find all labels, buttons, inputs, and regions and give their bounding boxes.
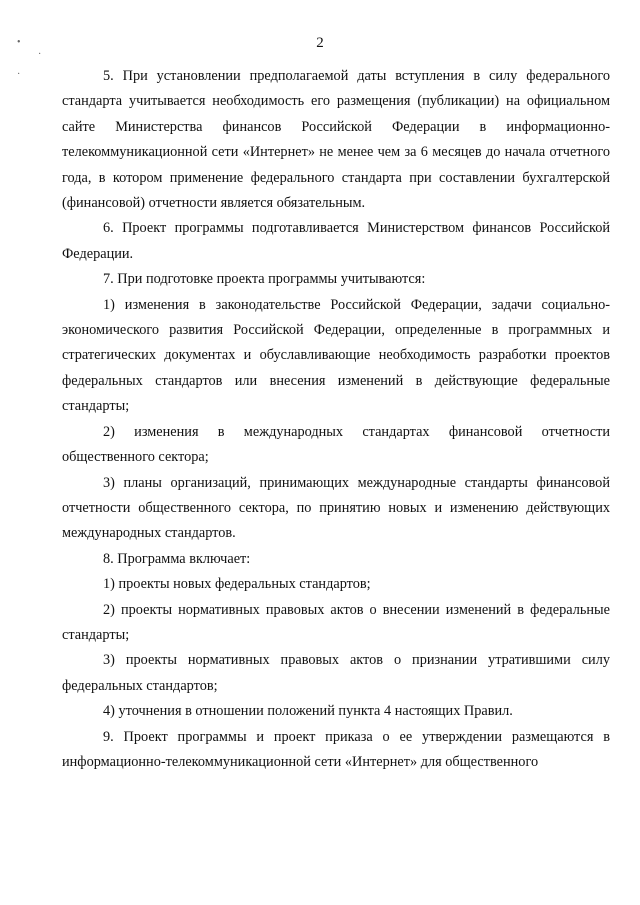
scan-mark: · bbox=[38, 49, 42, 60]
paragraph-7-item-3: 3) планы организаций, принимающих международные стандарты финансовой отчетности общественного сектора, по принятию новых и изменению действующих международных стандартов. bbox=[62, 474, 610, 542]
paragraph-7-item-1: 1) изменения в законодательстве Российской Федерации, задачи социально-экономического развития Российской Федерации, определенные в программных и стратегических документах и обуславливающие необходимость разработки проектов федеральных стандартов или внесения изменений в действующие федеральные стандарты; bbox=[62, 296, 610, 415]
paragraph-6: 6. Проект программы подготавливается Министерством финансов Российской Федерации. bbox=[62, 220, 610, 262]
document-body bbox=[62, 64, 610, 775]
scan-mark: • bbox=[17, 37, 21, 48]
paragraph-8: 8. Программа включает: bbox=[103, 550, 251, 567]
page-number: 2 bbox=[316, 35, 324, 51]
paragraph-7-item-2: 2) изменения в международных стандартах финансовой отчетности общественного сектора; bbox=[62, 423, 610, 466]
paragraph-8-item-3: 3) проекты нормативных правовых актов о признании утратившими силу федеральных стандартов; bbox=[62, 652, 610, 694]
paragraph-8-item-4: 4) уточнения в отношении положений пункта 4 настоящих Правил. bbox=[103, 703, 513, 720]
paragraph-7: 7. При подготовке проекта программы учитываются: bbox=[103, 271, 426, 288]
paragraph-8-item-2: 2) проекты нормативных правовых актов о внесении изменений в федеральные стандарты; bbox=[62, 601, 610, 643]
paragraph-5: 5. При установлении предполагаемой даты вступления в силу федерального стандарта учитывается необходимость его размещения (публикации) на официальном сайте Министерства финансов Российской Федерации в информационно-телекоммуникационной сети «Интернет» не менее чем за 6 месяцев до начала отчетного года, в котором применение федерального стандарта при составлении бухгалтерской (финансовой) отчетности является обязательным. bbox=[62, 68, 610, 212]
paragraph-9: 9. Проект программы и проект приказа о ее утверждении размещаются в информационно-телекоммуникационной сети «Интернет» для общественного bbox=[62, 728, 610, 770]
scan-mark: · bbox=[17, 69, 21, 80]
paragraph-8-item-1: 1) проекты новых федеральных стандартов; bbox=[103, 576, 371, 593]
